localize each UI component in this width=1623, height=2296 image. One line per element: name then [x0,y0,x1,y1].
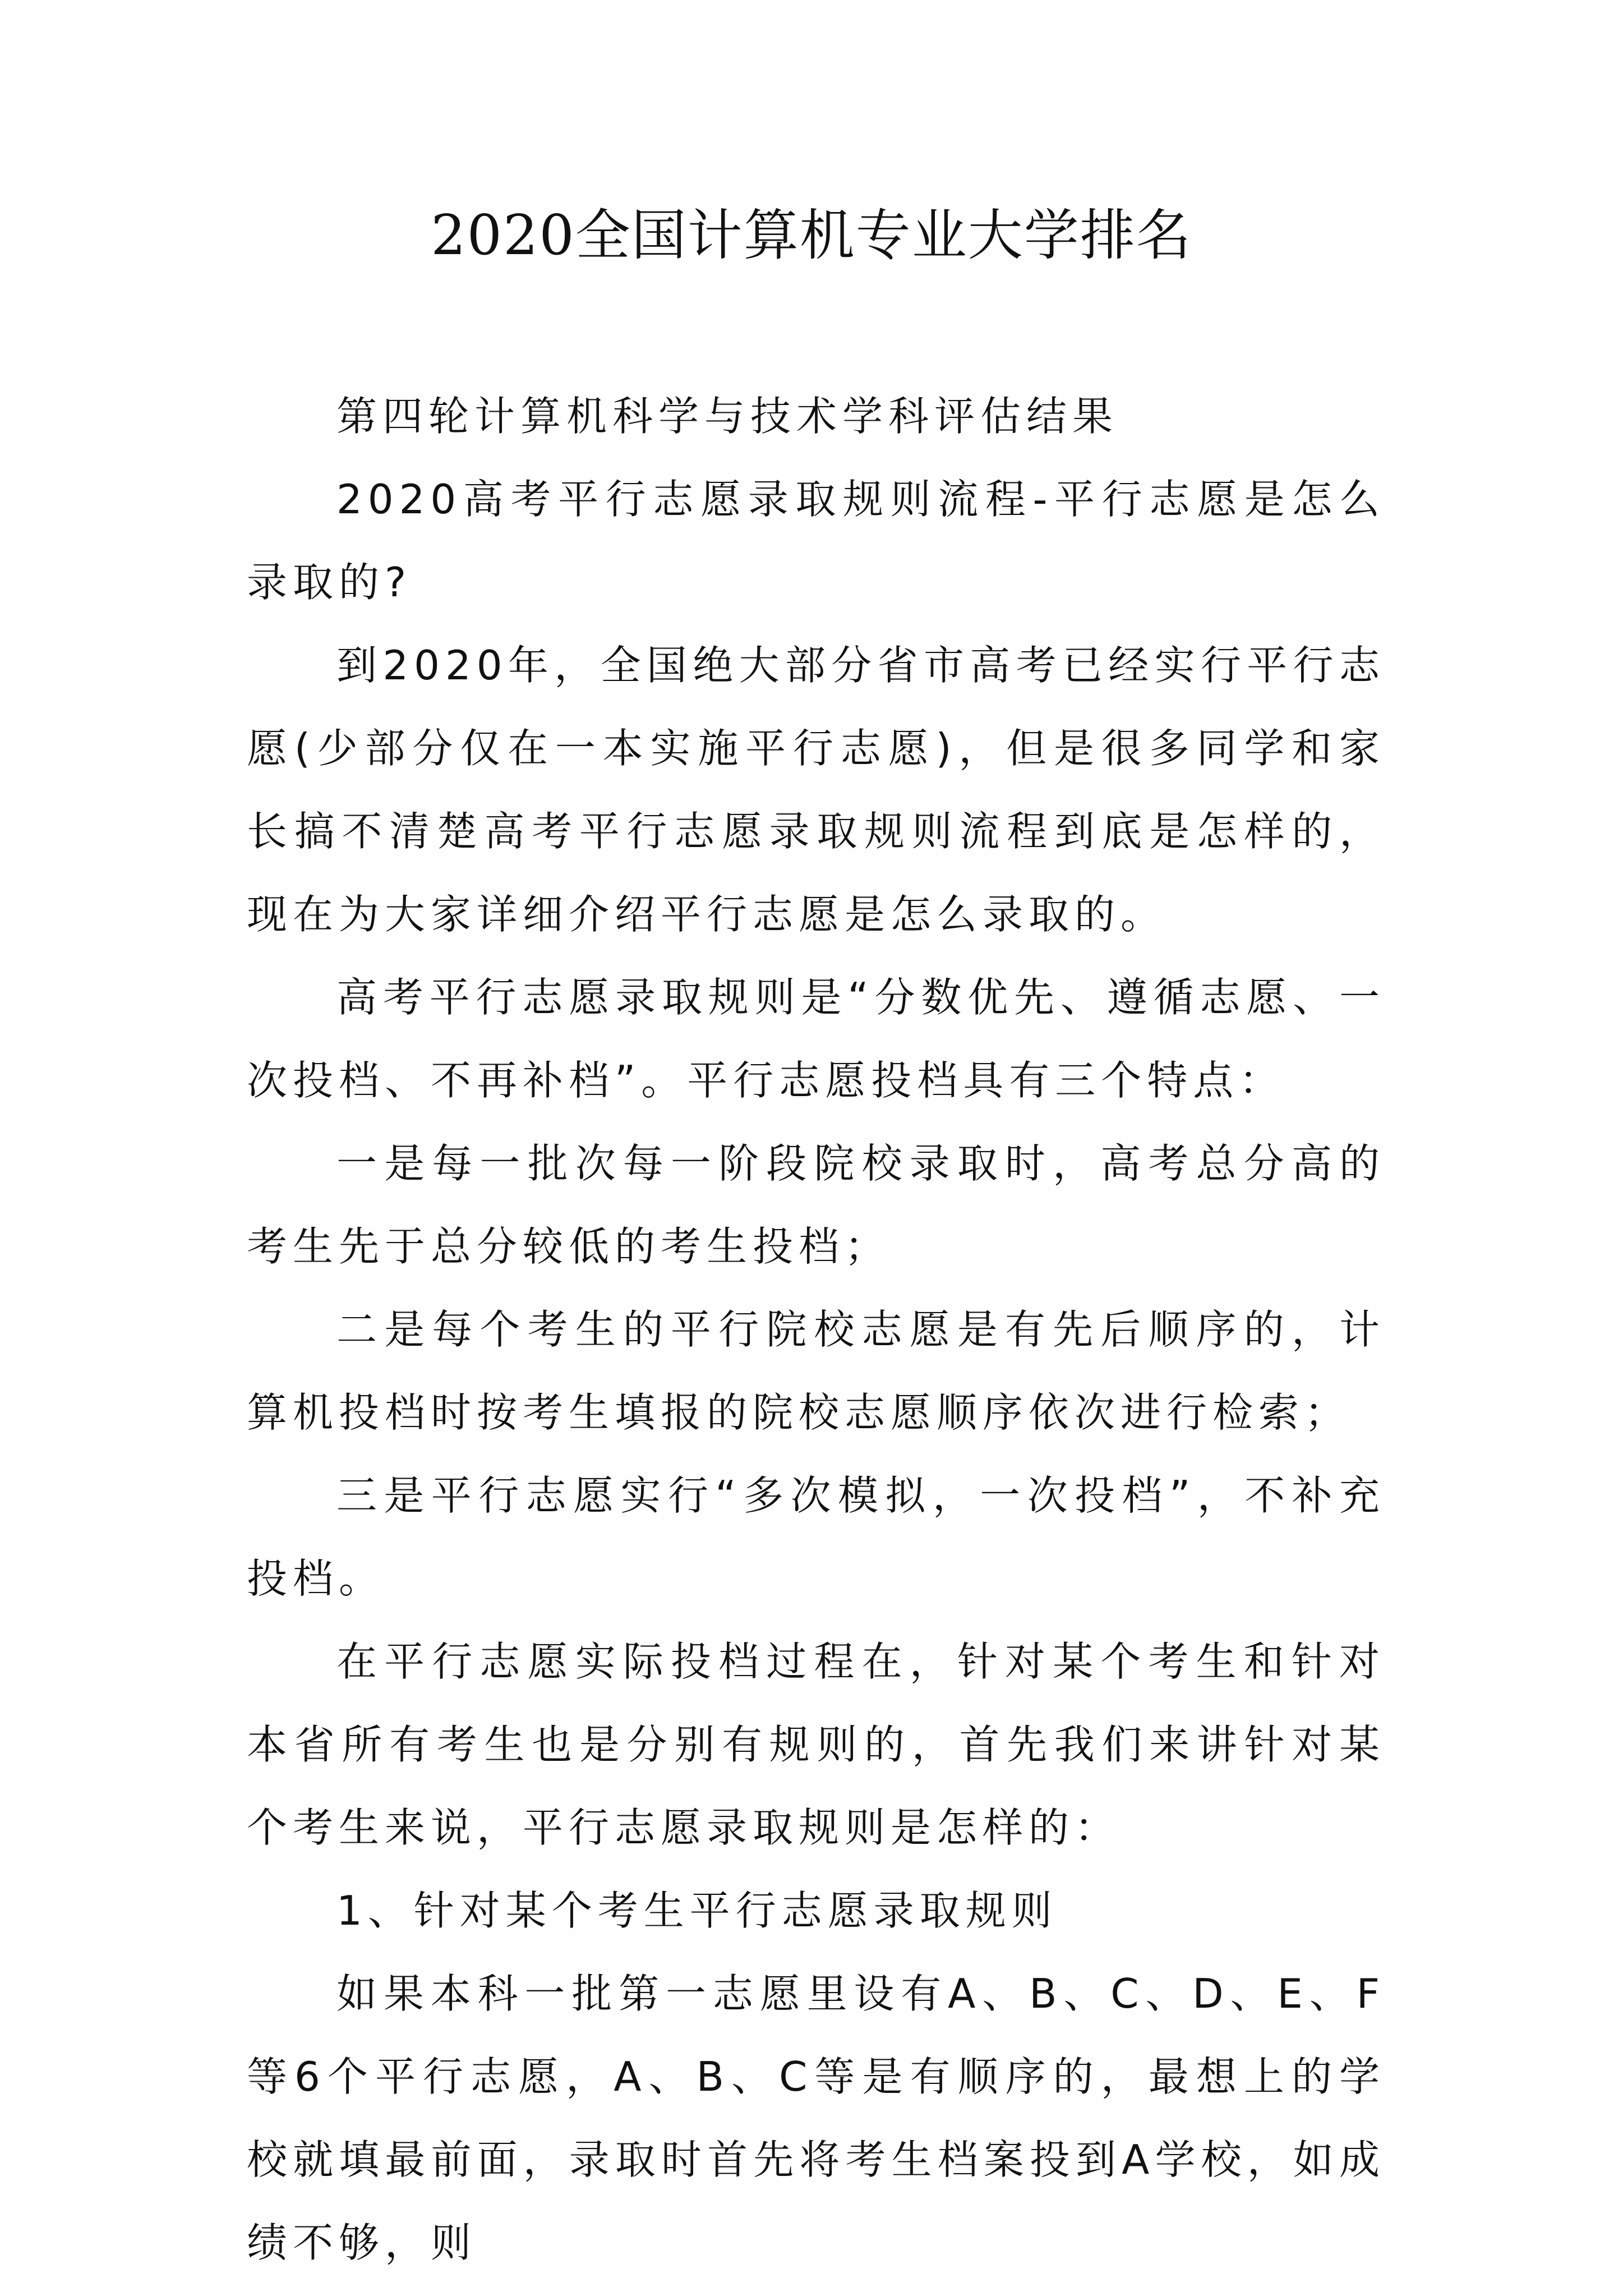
paragraph-evaluation-result: 第四轮计算机科学与技术学科评估结果 [336,393,1119,440]
paragraph-feature-three: 三是平行志愿实行“多次模拟，一次投档”，不补充投档。 [247,1472,1385,1602]
section-heading-candidate-rule: 1、针对某个考生平行志愿录取规则 [336,1887,1058,1934]
paragraph-introduction: 到2020年，全国绝大部分省市高考已经实行平行志愿(少部分仅在一本实施平行志愿)，但是很多同学和家长搞不清楚高考平行志愿录取规则流程到底是怎样的，现在为大家详细介绍平行志愿是怎么录取的。 [247,642,1385,938]
document-title: 2020全国计算机专业大学排名 [431,204,1192,268]
paragraph-admission-rule: 高考平行志愿录取规则是“分数优先、遵循志愿、一次投档、不再补档”。平行志愿投档具有三个特点： [247,974,1385,1104]
paragraph-feature-two: 二是每个考生的平行院校志愿是有先后顺序的，计算机投档时按考生填报的院校志愿顺序依次进行检索； [247,1306,1385,1436]
paragraph-question: 2020高考平行志愿录取规则流程-平行志愿是怎么录取的? [247,476,1385,606]
paragraph-process: 在平行志愿实际投档过程在，针对某个考生和针对本省所有考生也是分别有规则的，首先我们来讲针对某个考生来说，平行志愿录取规则是怎样的： [247,1638,1385,1851]
paragraph-feature-one: 一是每一批次每一阶段院校录取时，高考总分高的考生先于总分较低的考生投档； [247,1140,1385,1270]
document-body [247,375,1385,2284]
paragraph-example: 如果本科一批第一志愿里设有A、B、C、D、E、F等6个平行志愿，A、B、C等是有顺序的，最想上的学校就填最前面，录取时首先将考生档案投到A学校，如成绩不够，则 [247,1970,1385,2266]
